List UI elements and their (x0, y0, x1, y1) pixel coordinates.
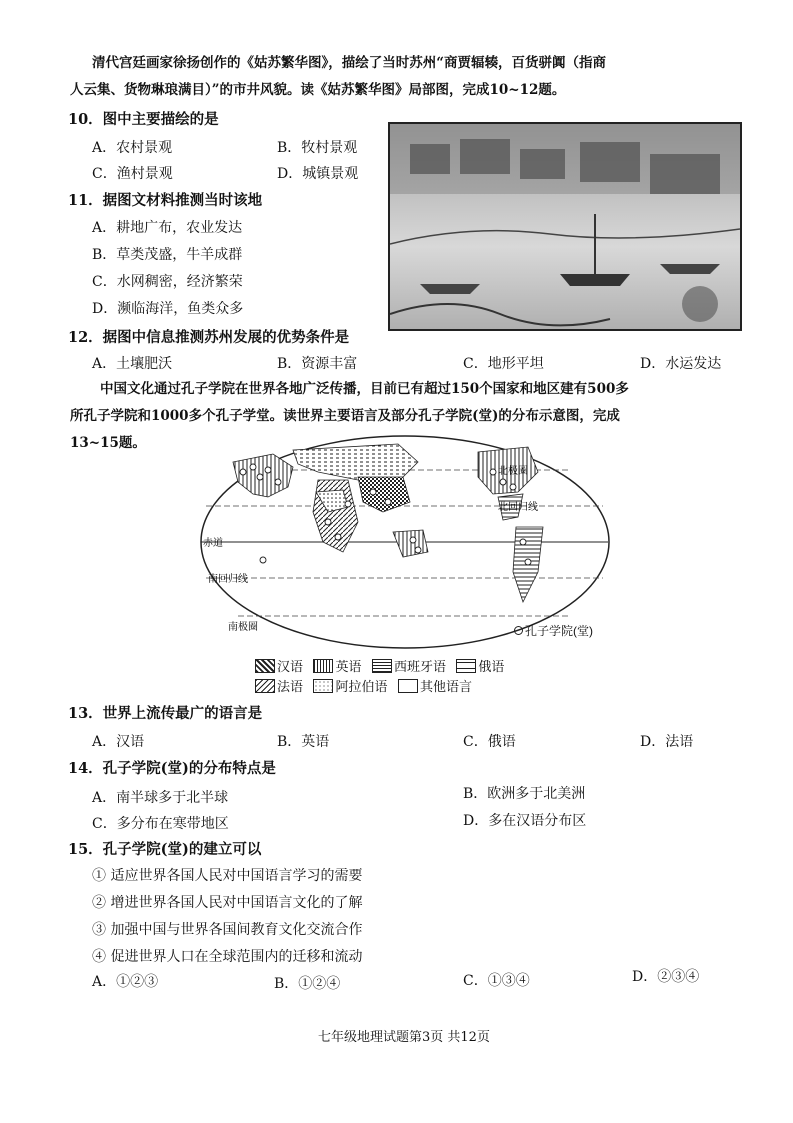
map-legend-row-2 (255, 676, 478, 698)
painting-sketch (390, 124, 740, 329)
q11-option-d[interactable]: D．濒临海洋，鱼类众多 (92, 301, 244, 317)
q11-option-a[interactable]: A．耕地广布，农业发达 (92, 220, 243, 236)
q10-option-d[interactable]: D．城镇景观 (277, 166, 359, 182)
q11-option-b[interactable]: B．草类茂盛，牛羊成群 (92, 247, 243, 263)
legend-french: 法语 (255, 676, 303, 695)
q13-option-d[interactable]: D．法语 (640, 734, 694, 750)
q11-option-c[interactable]: C．水网稠密，经济繁荣 (92, 274, 243, 290)
map-marker-key (514, 622, 593, 639)
passage-2-line-3: 13~15题。 (70, 435, 146, 451)
swatch-other-icon (398, 679, 418, 693)
q15-option-c[interactable]: C．①③④ (463, 973, 530, 989)
q14-option-a[interactable]: A．南半球多于北半球 (92, 790, 229, 806)
question-12-stem: 12．据图中信息推测苏州发展的优势条件是 (68, 329, 350, 346)
q12-option-d[interactable]: D．水运发达 (640, 356, 722, 372)
swatch-russian-icon (456, 659, 476, 673)
marker-key-label: 孔子学院(堂) (525, 624, 593, 638)
q12-option-a[interactable]: A．土壤肥沃 (92, 356, 173, 372)
question-13-stem: 13．世界上流传最广的语言是 (68, 705, 263, 722)
passage-1-line-2: 人云集、货物琳琅满目）”的市井风貌。读《姑苏繁华图》局部图，完成10~12题。 (70, 82, 566, 98)
passage-2-line-2: 所孔子学院和1000多个孔子学堂。读世界主要语言及部分孔子学院(堂)的分布示意图，完成 (70, 408, 620, 424)
label-tropic-of-cancer: 北回归线 (498, 502, 538, 513)
q15-option-d[interactable]: D．②③④ (632, 969, 700, 985)
legend-russian: 俄语 (456, 656, 504, 675)
q10-option-a[interactable]: A．农村景观 (92, 140, 173, 156)
question-15-stem: 15．孔子学院(堂)的建立可以 (68, 841, 262, 858)
swatch-chinese-icon (255, 659, 275, 673)
gusu-painting-image (388, 122, 742, 331)
q15-item-2: ② 增进世界各国人民对中国语言文化的了解 (92, 895, 363, 911)
q14-option-d[interactable]: D．多在汉语分布区 (463, 813, 587, 829)
passage-2-line-1: 中国文化通过孔子学院在世界各地广泛传播，目前已有超过150个国家和地区建有500多 (100, 381, 629, 397)
world-language-map (198, 432, 613, 652)
swatch-french-icon (255, 679, 275, 693)
label-antarctic-circle: 南极圈 (228, 622, 258, 633)
label-arctic-circle: 北极圈 (498, 466, 528, 477)
q13-option-c[interactable]: C．俄语 (463, 734, 516, 750)
q14-option-b[interactable]: B．欧洲多于北美洲 (463, 786, 586, 802)
marker-circle-icon (514, 626, 523, 635)
legend-arabic: 阿拉伯语 (313, 676, 387, 695)
label-tropic-of-capricorn: 南回归线 (208, 574, 248, 585)
legend-spanish: 西班牙语 (372, 656, 446, 675)
q15-option-b[interactable]: B．①②④ (274, 976, 341, 992)
q10-option-c[interactable]: C．渔村景观 (92, 166, 173, 182)
page-footer: 七年级地理试题第3页 共12页 (318, 1030, 490, 1045)
question-11-stem: 11．据图文材料推测当时该地 (68, 192, 263, 209)
q15-item-1: ① 适应世界各国人民对中国语言学习的需要 (92, 868, 363, 884)
q10-option-b[interactable]: B．牧村景观 (277, 140, 358, 156)
q12-option-b[interactable]: B．资源丰富 (277, 356, 358, 372)
passage-1-line-1: 清代宫廷画家徐扬创作的《姑苏繁华图》，描绘了当时苏州“商贾辐辏，百货骈阗（指商 (92, 55, 607, 71)
label-equator: 赤道 (203, 538, 223, 549)
swatch-arabic-icon (313, 679, 333, 693)
q13-option-a[interactable]: A．汉语 (92, 734, 145, 750)
legend-other: 其他语言 (398, 676, 472, 695)
q15-item-4: ④ 促进世界人口在全球范围内的迁移和流动 (92, 949, 363, 965)
legend-chinese: 汉语 (255, 656, 303, 675)
q13-option-b[interactable]: B．英语 (277, 734, 330, 750)
question-10-stem: 10．图中主要描绘的是 (68, 111, 219, 128)
swatch-spanish-icon (372, 659, 392, 673)
legend-english: 英语 (313, 656, 361, 675)
q12-option-c[interactable]: C．地形平坦 (463, 356, 544, 372)
map-legend-row-1 (255, 656, 510, 678)
q14-option-c[interactable]: C．多分布在寒带地区 (92, 816, 229, 832)
q15-option-a[interactable]: A．①②③ (92, 974, 159, 990)
q15-item-3: ③ 加强中国与世界各国间教育文化交流合作 (92, 922, 363, 938)
swatch-english-icon (313, 659, 333, 673)
question-14-stem: 14．孔子学院(堂)的分布特点是 (68, 760, 276, 777)
